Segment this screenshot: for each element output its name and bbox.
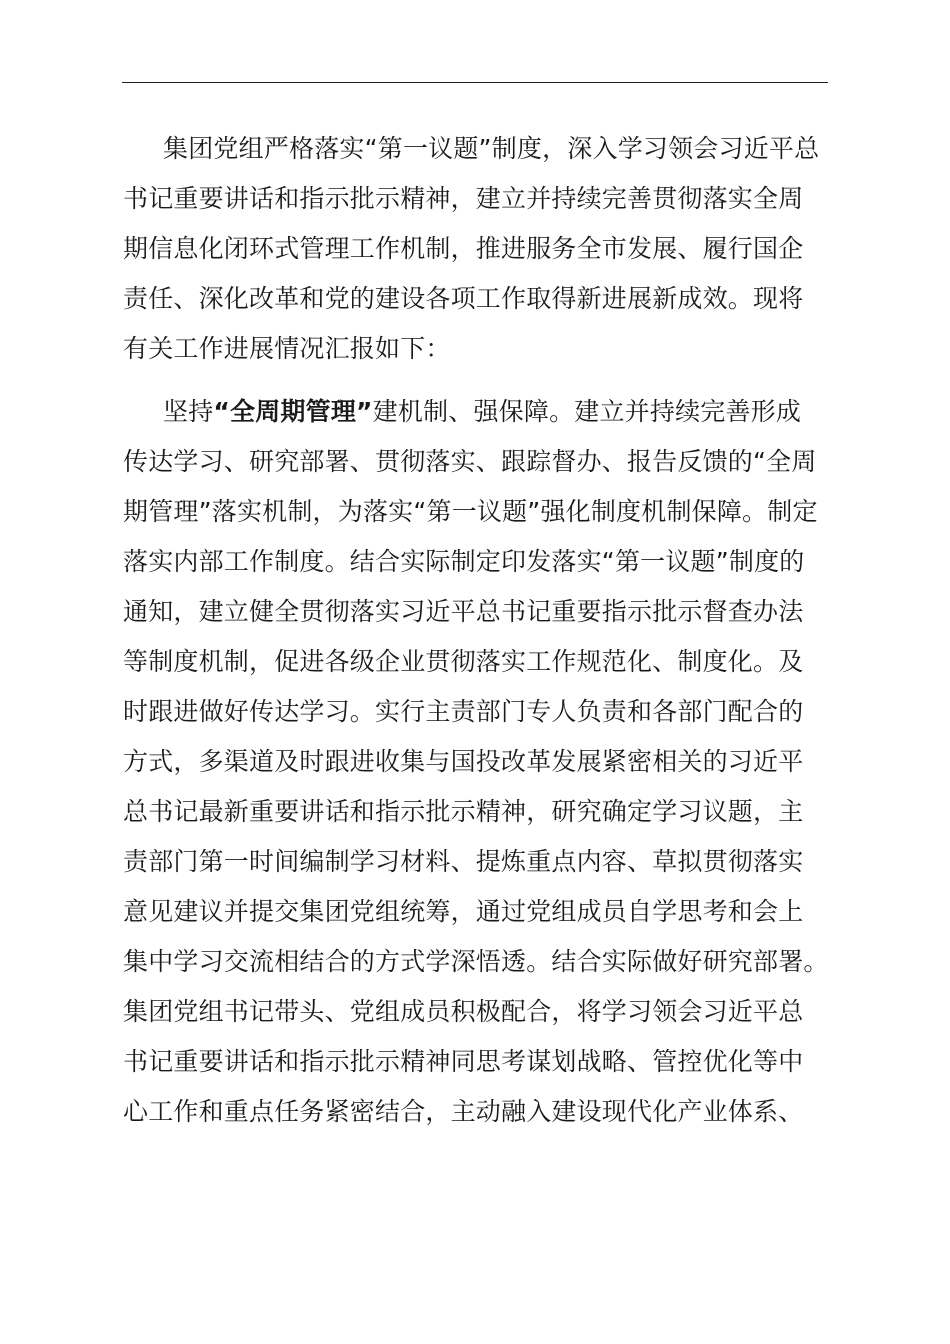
paragraph-line: 方式，多渠道及时跟进收集与国投改革发展紧密相关的习近平	[123, 747, 804, 776]
paragraph-2	[123, 387, 863, 1137]
paragraph-line: 责任、深化改革和党的建设各项工作取得新进展新成效。现将	[123, 284, 804, 313]
paragraph-line: 通知，建立健全贯彻落实习近平总书记重要指示批示督查办法	[123, 597, 804, 626]
paragraph-1	[123, 124, 863, 374]
paragraph-line: 有关工作进展情况汇报如下：	[123, 334, 451, 363]
paragraph-line: 总书记最新重要讲话和指示批示精神，研究确定学习议题，主	[123, 797, 804, 826]
paragraph-line: 期信息化闭环式管理工作机制，推进服务全市发展、履行国企	[123, 234, 804, 263]
paragraph-line: 意见建议并提交集团党组统筹，通过党组成员自学思考和会上	[123, 897, 804, 926]
paragraph-line: 集中学习交流相结合的方式学深悟透。结合实际做好研究部署。	[123, 947, 829, 976]
paragraph-line: 落实内部工作制度。结合实际制定印发落实“第一议题”制度的	[123, 547, 805, 576]
lead-text: 坚持	[163, 397, 214, 426]
paragraph-line: 时跟进做好传达学习。实行主责部门专人负责和各部门配合的	[123, 697, 804, 726]
lead-text-rest: 建机制、强保障。建立并持续完善形成	[372, 397, 802, 426]
paragraph-line: 期管理”落实机制，为落实“第一议题”强化制度机制保障。制定	[123, 497, 818, 526]
paragraph-line	[123, 387, 863, 437]
paragraph-line: 心工作和重点任务紧密结合，主动融入建设现代化产业体系、	[123, 1097, 804, 1126]
paragraph-line: 传达学习、研究部署、贯彻落实、跟踪督办、报告反馈的“全周	[123, 447, 817, 476]
paragraph-line: 书记重要讲话和指示批示精神同思考谋划战略、管控优化等中	[123, 1047, 804, 1076]
header-rule	[122, 82, 828, 83]
paragraph-line: 责部门第一时间编制学习材料、提炼重点内容、草拟贯彻落实	[123, 847, 804, 876]
paragraph-line: 等制度机制，促进各级企业贯彻落实工作规范化、制度化。及	[123, 647, 804, 676]
paragraph-line: 集团党组书记带头、党组成员积极配合，将学习领会习近平总	[123, 997, 804, 1026]
document-body	[123, 124, 863, 1137]
emphasis-text: “全周期管理”	[213, 397, 373, 426]
paragraph-spacer	[123, 374, 863, 387]
paragraph-line: 书记重要讲话和指示批示精神，建立并持续完善贯彻落实全周	[123, 184, 804, 213]
paragraph-line: 集团党组严格落实“第一议题”制度，深入学习领会习近平总	[163, 134, 820, 163]
